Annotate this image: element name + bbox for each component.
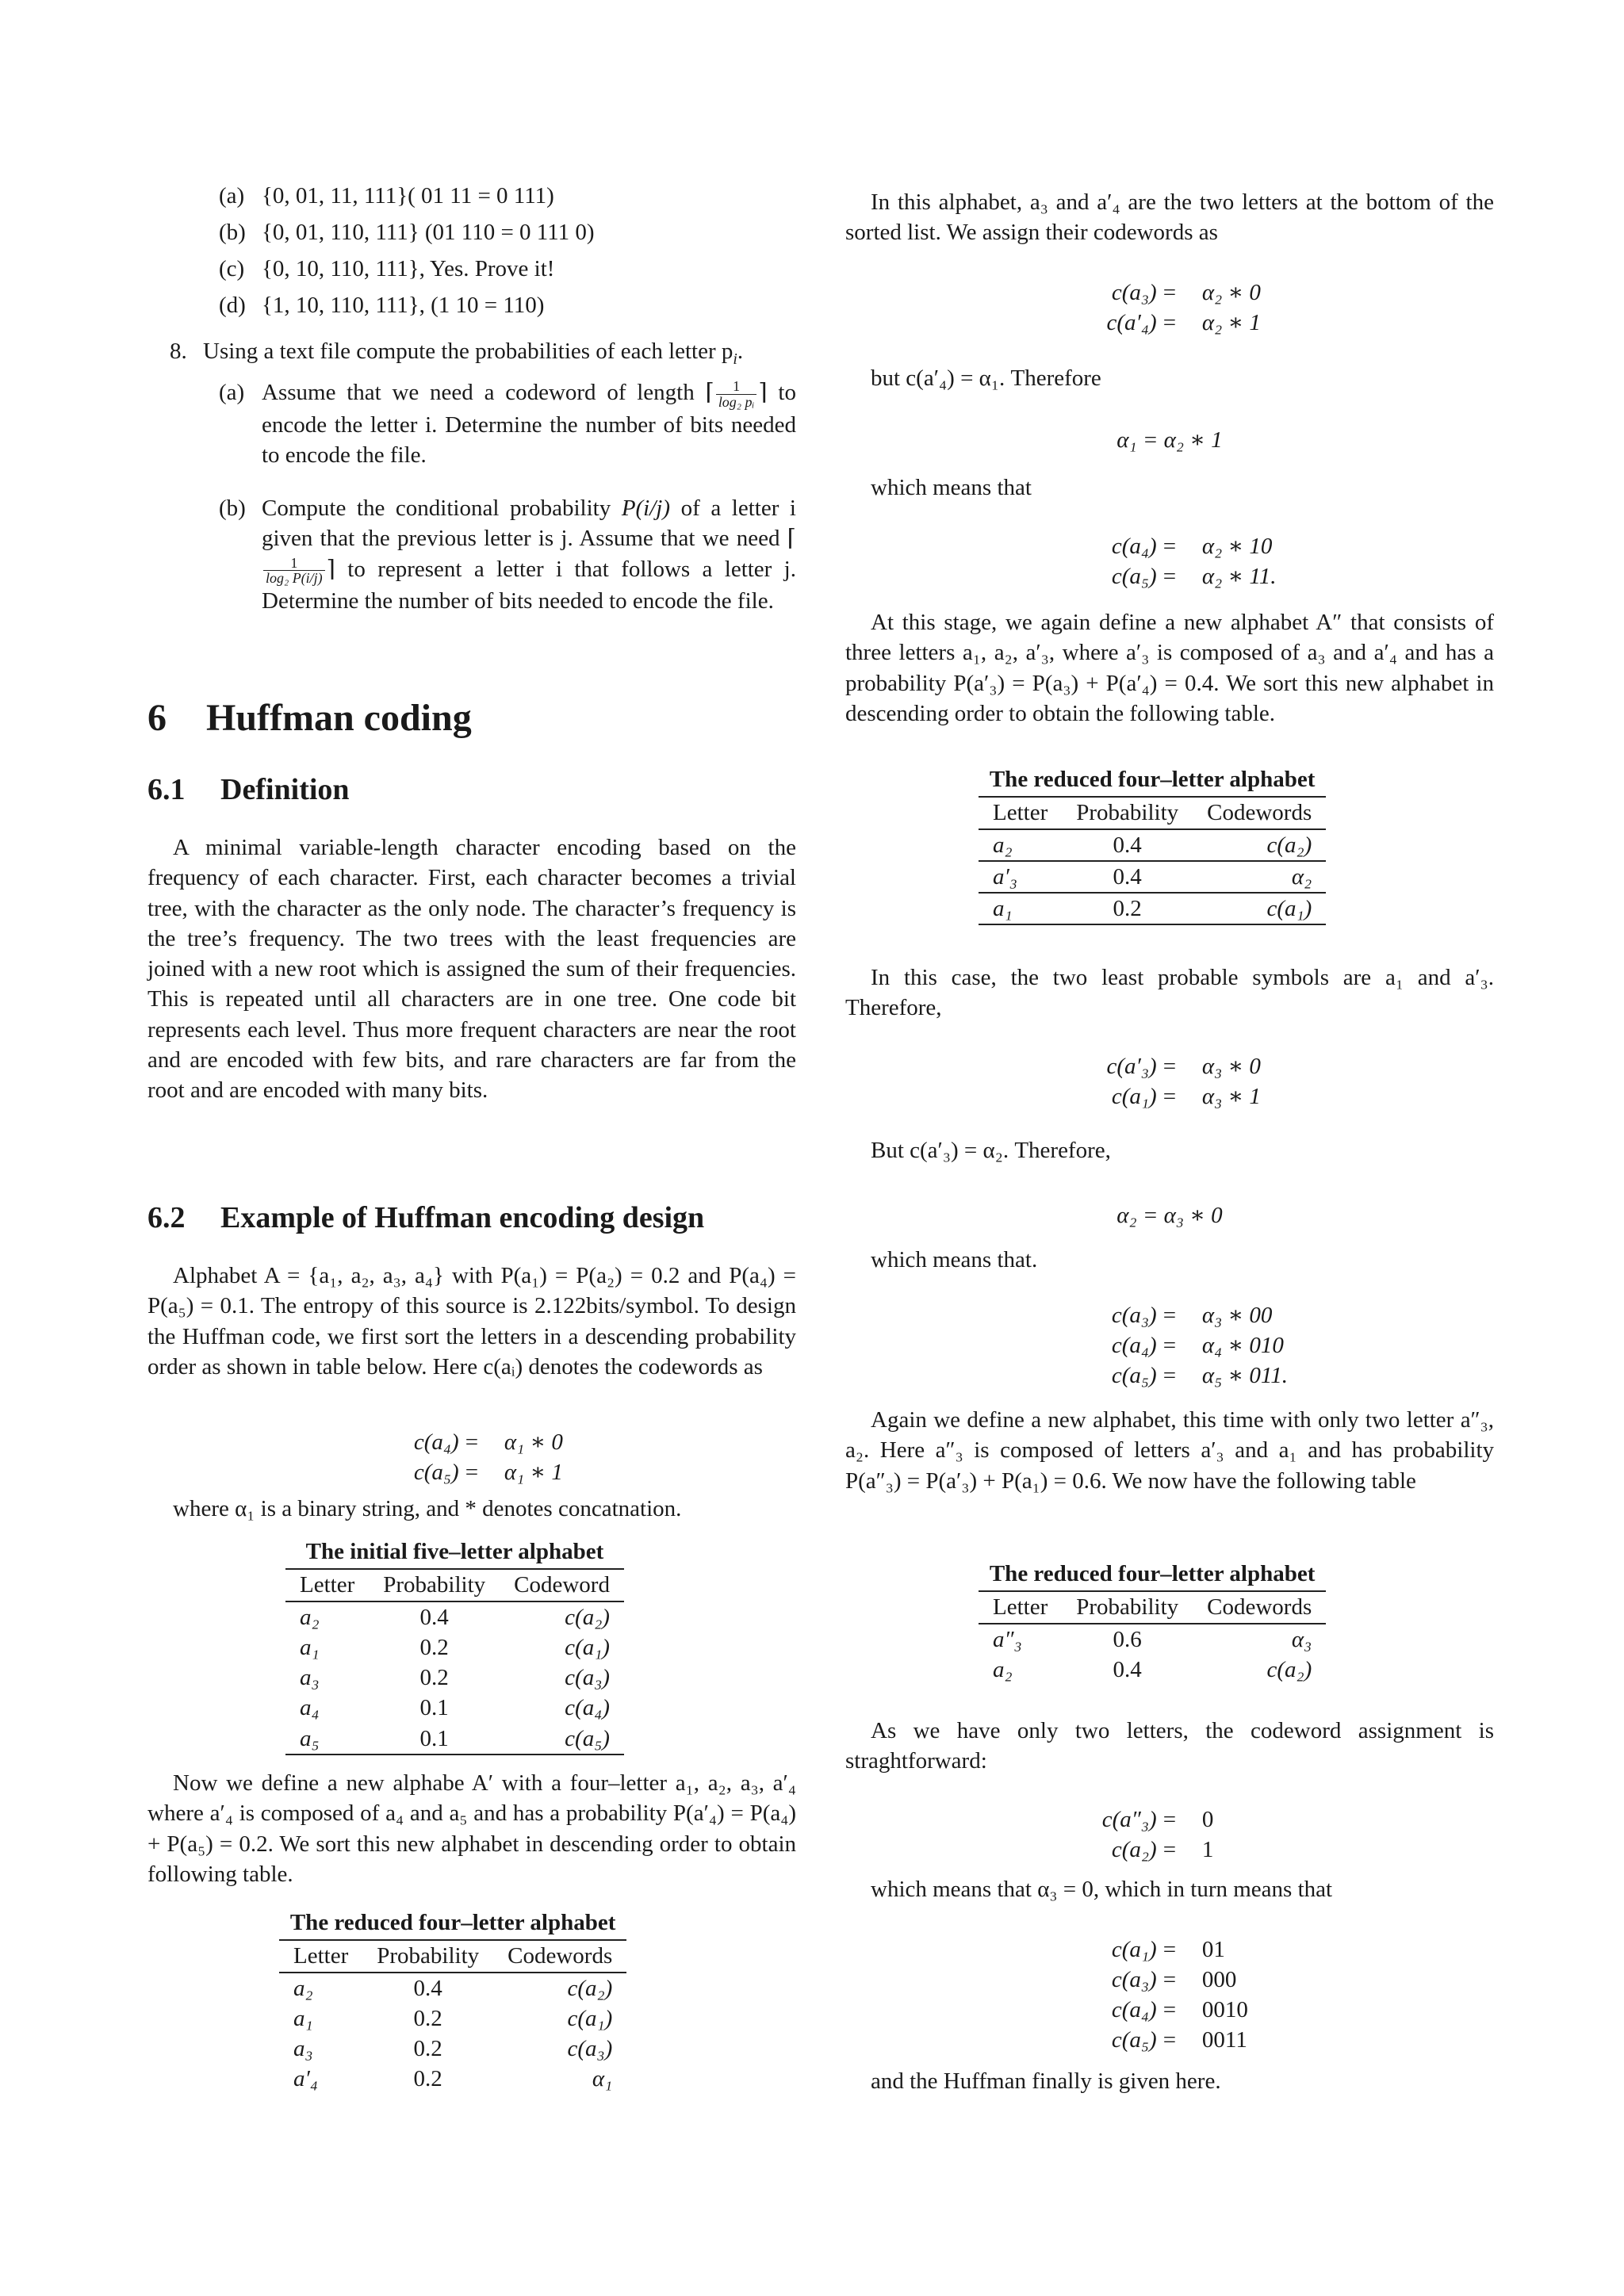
- subsection-heading: 6.2 Example of Huffman encoding design: [147, 1201, 705, 1234]
- table-reduced-alphabet-3: The reduced four–letter alphabet Letter Probability Codewords a″₃ 0.6 α₃ a₂ 0.4 c(a₂): [979, 1559, 1326, 1685]
- table-row: a′₄ 0.2 α₁: [293, 2066, 613, 2092]
- table-row: a₁ 0.2 c(a₁): [979, 893, 1326, 924]
- equation-block: c(a₄) = α₂ ∗ 10 c(a₅) = α₂ ∗ 11.: [1111, 534, 1277, 589]
- equation: α₂ = α₃ ∗ 0: [1116, 1203, 1223, 1228]
- table-reduced-alphabet-1: The reduced four–letter alphabet Letter Probability Codewords a₂ 0.4 c(a₂) a₁ 0.2 c(a₁) a₃ 0.2 c(a₃) a′₄ 0.2 α₁: [279, 1908, 626, 2095]
- table-row: a′₃ 0.4 α₂: [979, 861, 1326, 893]
- definition-paragraph: A minimal variable-length character encoding based on the frequency of each character. First, each character becomes a trivial tree, with the character as the only node. The character’s frequency is the tree’s frequency. The two trees with the least frequencies are joined with a new root which is assigned the sum of their frequencies. This is repeated until all characters are in one tree. One code bit represents each level. Thus more frequent characters are near the root and are encoded with few bits, and rare characters are far from the root and are encoded with many bits.: [147, 835, 796, 1104]
- paragraph: Again we define a new alphabet, this time with only two letter a″₃, a₂. Here a″₃ is composed of letters a′₃ and a₁ and has probability P(a″₃) = P(a′₃) + P(a₁) = 0.6. We now have the following table: [845, 1407, 1494, 1494]
- example-paragraph: Alphabet A = {a₁, a₂, a₃, a₄} with P(a₁) = P(a₂) = 0.2 and P(a₄) = P(a₅) = 0.1. The entropy of this source is 2.122bits/symbol. To design the Huffman code, we first sort the letters in a descending probability order as shown in table below. Here c(aᵢ) denotes the codewords as: [147, 1263, 796, 1380]
- table-row: a₁ 0.2 c(a₁): [300, 1634, 610, 1660]
- paragraph: But c(a′₃) = α₂. Therefore,: [871, 1138, 1111, 1163]
- new-alphabet-paragraph: Now we define a new alphabe A′ with a four–letter a₁, a₂, a₃, a′₄ where a′₄ is composed of a₄ and a₅ and has a probability P(a′₄) = P(a₄) + P(a₅) = 0.2. We sort this new alphabet in descending order to obtain following table.: [147, 1770, 796, 1887]
- paragraph: which means that: [871, 475, 1032, 500]
- equation-block: c(a₁) = 01 c(a₃) = 000 c(a₄) = 0010 c(a₅) = 0011: [1111, 1937, 1248, 2053]
- paragraph: which means that α₃ = 0, which in turn means that: [871, 1877, 1333, 1902]
- paragraph: As we have only two letters, the codeword assignment is straghtforward:: [845, 1718, 1494, 1774]
- fraction: $\frac{1}{\text{log₂ P(i/j)}}$: [263, 556, 325, 587]
- table-row: a₅ 0.1 c(a₅): [285, 1724, 624, 1755]
- paragraph: but c(a′₄) = α₁. Therefore: [871, 365, 1101, 391]
- item-8a-text: Assume that we need a codeword of length ⌈ $\frac{1}{\text{log₂ pᵢ}}$ ⌉ to encode the letter i. Determine the number of bits needed to encode the file.: [262, 377, 796, 468]
- table-row: a₃ 0.2 c(a₃): [293, 2036, 613, 2062]
- table-row: a₃ 0.2 c(a₃): [300, 1665, 610, 1691]
- fraction: $\frac{1}{\text{log₂ pᵢ}}$: [716, 379, 757, 410]
- table-row: a₂ 0.4 c(a₂): [300, 1604, 610, 1630]
- equation-block: c(a₃) = α₂ ∗ 0 c(a′₄) = α₂ ∗ 1: [1106, 280, 1261, 335]
- paragraph: and the Huffman finally is given here.: [871, 2068, 1221, 2094]
- equation-block: c(a₃) = α₃ ∗ 00 c(a₄) = α₄ ∗ 010 c(a₅) = α₅ ∗ 011.: [1111, 1303, 1289, 1388]
- table-initial-alphabet: The initial five–letter alphabet Letter Probability Codeword a₂ 0.4 c(a₂) a₁ 0.2 c(a₁) a₃ 0.2 c(a₃) a₄ 0.1 c(a₄) a₅ 0.1 c(a₅): [285, 1536, 624, 1755]
- table-row: a₁ 0.2 c(a₁): [293, 2005, 613, 2031]
- table-row: a₂ 0.4 c(a₂): [993, 1656, 1312, 1682]
- section-heading: 6 Huffman coding: [147, 697, 472, 739]
- table-row: a₂ 0.4 c(a₂): [293, 1975, 613, 2001]
- table-row: a″₃ 0.6 α₃: [993, 1626, 1312, 1652]
- where-line: where α₁ is a binary string, and * denotes concatnation.: [173, 1496, 682, 1521]
- paragraph: In this case, the two least probable symbols are a₁ and a′₃. Therefore,: [845, 965, 1494, 1021]
- subsection-heading: 6.1 Definition: [147, 773, 350, 806]
- equation: α₁ = α₂ ∗ 1: [1116, 427, 1223, 453]
- paragraph: In this alphabet, a₃ and a′₄ are the two letters at the bottom of the sorted list. We assign their codewords as: [845, 189, 1494, 246]
- equation-block: c(a″₃) = 0 c(a₂) = 1: [1101, 1807, 1214, 1862]
- table-row: a₄ 0.1 c(a₄): [300, 1695, 610, 1721]
- equation-block: c(a₄) = α₁ ∗ 0 c(a₅) = α₁ ∗ 1: [413, 1429, 563, 1485]
- paragraph: which means that.: [871, 1247, 1038, 1272]
- equation-block: c(a′₃) = α₃ ∗ 0 c(a₁) = α₃ ∗ 1: [1106, 1054, 1261, 1109]
- paragraph: At this stage, we again define a new alphabet A″ that consists of three letters a₁, a₂, a′₃, where a′₃ is composed of a₃ and a′₄ and has a probability P(a′₃) = P(a₃) + P(a′₄) = 0.4. We sort this new alphabet in descending order to obtain the following table.: [845, 610, 1494, 726]
- table-row: a₂ 0.4 c(a₂): [979, 829, 1326, 861]
- item-8b-text: Compute the conditional probability P(i/j) of a letter i given that the previous letter is j. Assume that we need ⌈ $\frac{1}{\text{log₂ P(i/j)}}$ ⌉ to represent a letter i that follows a letter j. Determine the number of bits needed to encode the file.: [262, 496, 796, 614]
- table-reduced-alphabet-2: The reduced four–letter alphabet Letter Probability Codewords a₂ 0.4 c(a₂) a′₃ 0.4 α₂ a₁ 0.2 c(a₁): [979, 764, 1326, 925]
